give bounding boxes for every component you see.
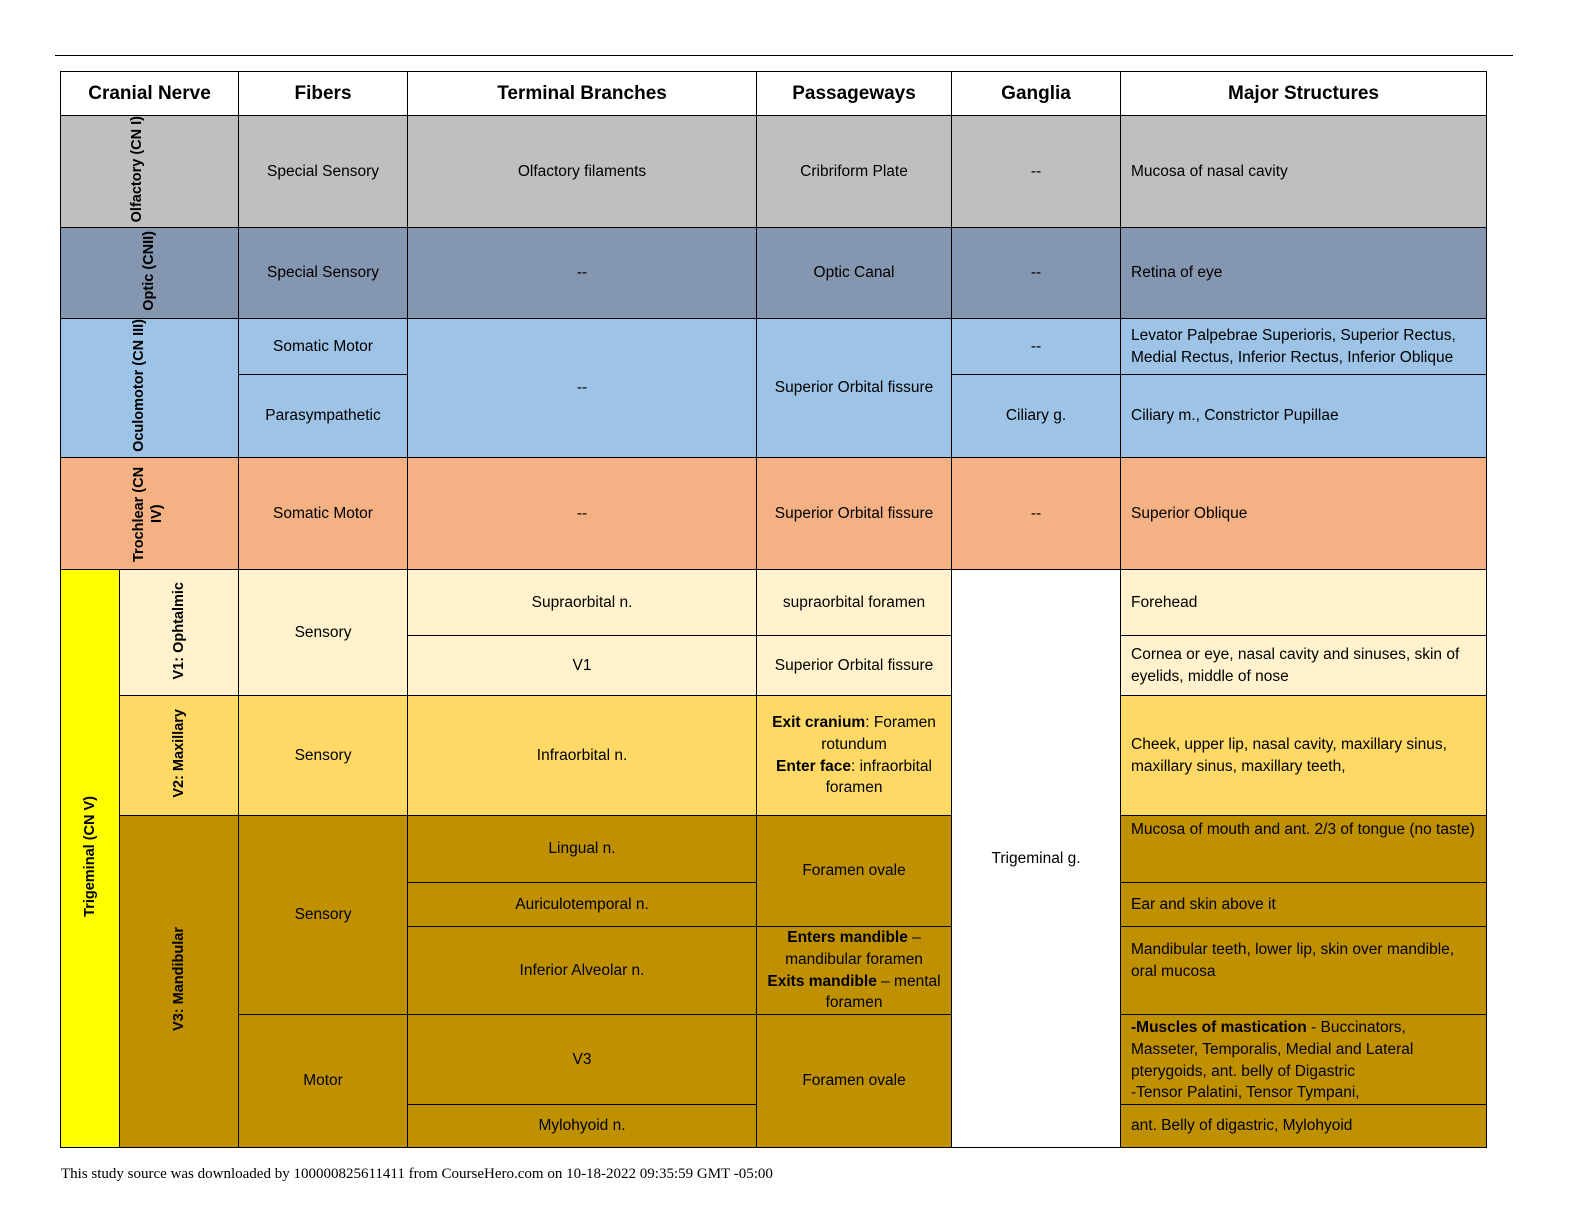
row-optic	[61, 228, 1487, 319]
fibers-cell: Motor	[239, 1015, 408, 1148]
division-name-v2: V2: Maxillary	[120, 696, 239, 816]
passage-text: – mental foramen	[825, 972, 941, 1012]
header-cranial-nerve: Cranial Nerve	[61, 72, 239, 116]
branch-cell: V3	[408, 1015, 757, 1105]
header-ganglia: Ganglia	[952, 72, 1121, 116]
division-name-v1: V1: Ophtalmic	[120, 570, 239, 696]
structures-text: -Tensor Palatini, Tensor Tympani,	[1131, 1084, 1360, 1102]
structures-cell: Mucosa of nasal cavity	[1121, 116, 1487, 228]
branch-cell: Auriculotemporal n.	[408, 883, 757, 927]
passageway-cell	[757, 927, 952, 1015]
row-v2-infraorbital	[61, 696, 1487, 816]
row-v3-lingual	[61, 816, 1487, 883]
nerve-name-oculomotor: Oculomotor (CN III)	[61, 319, 239, 458]
nerve-name-trochlear: Trochlear (CN IV)	[61, 458, 239, 570]
structures-cell: Levator Palpebrae Superioris, Superior Rectus, Medial Rectus, Inferior Rectus, Inferior Oblique	[1121, 319, 1487, 375]
passageway-cell: supraorbital foramen	[757, 570, 952, 636]
passageway-cell: Superior Orbital fissure	[757, 636, 952, 696]
division-name-v3: V3: Mandibular	[120, 816, 239, 1148]
passageway-cell: Cribriform Plate	[757, 116, 952, 228]
structures-cell: Ear and skin above it	[1121, 883, 1487, 927]
fibers-cell: Somatic Motor	[239, 458, 408, 570]
branch-cell: Olfactory filaments	[408, 116, 757, 228]
header-major-structures: Major Structures	[1121, 72, 1487, 116]
structures-label: -Muscles of mastication	[1131, 1019, 1307, 1037]
ganglia-cell: --	[952, 116, 1121, 228]
passage-label: Exit cranium	[772, 714, 866, 732]
branch-cell: Supraorbital n.	[408, 570, 757, 636]
branch-cell: V1	[408, 636, 757, 696]
passageway-cell: Superior Orbital fissure	[757, 319, 952, 458]
structures-cell	[1121, 1015, 1487, 1105]
fibers-cell: Somatic Motor	[239, 319, 408, 375]
passageway-cell: Foramen ovale	[757, 1015, 952, 1148]
row-olfactory	[61, 116, 1487, 228]
fibers-cell: Special Sensory	[239, 228, 408, 319]
nerve-name-trigeminal: Trigeminal (CN V)	[61, 570, 120, 1148]
row-v1-supraorbital	[61, 570, 1487, 636]
fibers-cell: Sensory	[239, 816, 408, 1015]
header-terminal-branches: Terminal Branches	[408, 72, 757, 116]
structures-cell: Retina of eye	[1121, 228, 1487, 319]
download-notice: This study source was downloaded by 100000825611411 from CourseHero.com on 10-18-2022 09:35:59 GMT -05:00	[61, 1166, 773, 1182]
branch-cell: Lingual n.	[408, 816, 757, 883]
passageway-cell: Foramen ovale	[757, 816, 952, 927]
passage-label: Enters mandible	[787, 929, 908, 947]
structures-cell: Cheek, upper lip, nasal cavity, maxillary sinus, maxillary sinus, maxillary teeth,	[1121, 696, 1487, 816]
row-trochlear	[61, 458, 1487, 570]
structures-cell: ant. Belly of digastric, Mylohyoid	[1121, 1105, 1487, 1148]
branch-cell: Inferior Alveolar n.	[408, 927, 757, 1015]
passage-label: Enter face	[776, 757, 851, 775]
top-rule	[55, 55, 1513, 56]
fibers-cell: Sensory	[239, 696, 408, 816]
structures-cell: Cornea or eye, nasal cavity and sinuses, skin of eyelids, middle of nose	[1121, 636, 1487, 696]
cranial-nerves-table	[60, 71, 1487, 1148]
nerve-name-olfactory: Olfactory (CN I)	[61, 116, 239, 228]
passage-text: – mandibular foramen	[785, 929, 923, 969]
header-fibers: Fibers	[239, 72, 408, 116]
row-v3-motor	[61, 1015, 1487, 1105]
structures-cell: Mucosa of mouth and ant. 2/3 of tongue (no taste)	[1121, 816, 1487, 883]
passageway-cell: Superior Orbital fissure	[757, 458, 952, 570]
structures-cell: Ciliary m., Constrictor Pupillae	[1121, 375, 1487, 458]
fibers-cell: Sensory	[239, 570, 408, 696]
branch-cell: --	[408, 319, 757, 458]
passage-label: Exits mandible	[767, 972, 877, 990]
branch-cell: --	[408, 458, 757, 570]
nerve-name-optic: Optic (CNII)	[61, 228, 239, 319]
fibers-cell: Special Sensory	[239, 116, 408, 228]
row-oculomotor-1	[61, 319, 1487, 375]
branch-cell: Mylohyoid n.	[408, 1105, 757, 1148]
branch-cell: Infraorbital n.	[408, 696, 757, 816]
ganglia-cell: Ciliary g.	[952, 375, 1121, 458]
ganglia-cell: --	[952, 319, 1121, 375]
passageway-cell	[757, 696, 952, 816]
header-row	[61, 72, 1487, 116]
passage-text: : infraorbital foramen	[825, 757, 932, 797]
passageway-cell: Optic Canal	[757, 228, 952, 319]
passage-text: : Foramen rotundum	[821, 714, 936, 754]
structures-cell: Mandibular teeth, lower lip, skin over mandible, oral mucosa	[1121, 927, 1487, 1015]
fibers-cell: Parasympathetic	[239, 375, 408, 458]
ganglia-cell-trigeminal: Trigeminal g.	[952, 570, 1121, 1148]
structures-cell: Forehead	[1121, 570, 1487, 636]
structures-text: - Buccinators, Masseter, Temporalis, Medial and Lateral pterygoids, ant. belly of Digastric	[1131, 1019, 1414, 1080]
header-passageways: Passageways	[757, 72, 952, 116]
branch-cell: --	[408, 228, 757, 319]
ganglia-cell: --	[952, 458, 1121, 570]
structures-cell: Superior Oblique	[1121, 458, 1487, 570]
ganglia-cell: --	[952, 228, 1121, 319]
